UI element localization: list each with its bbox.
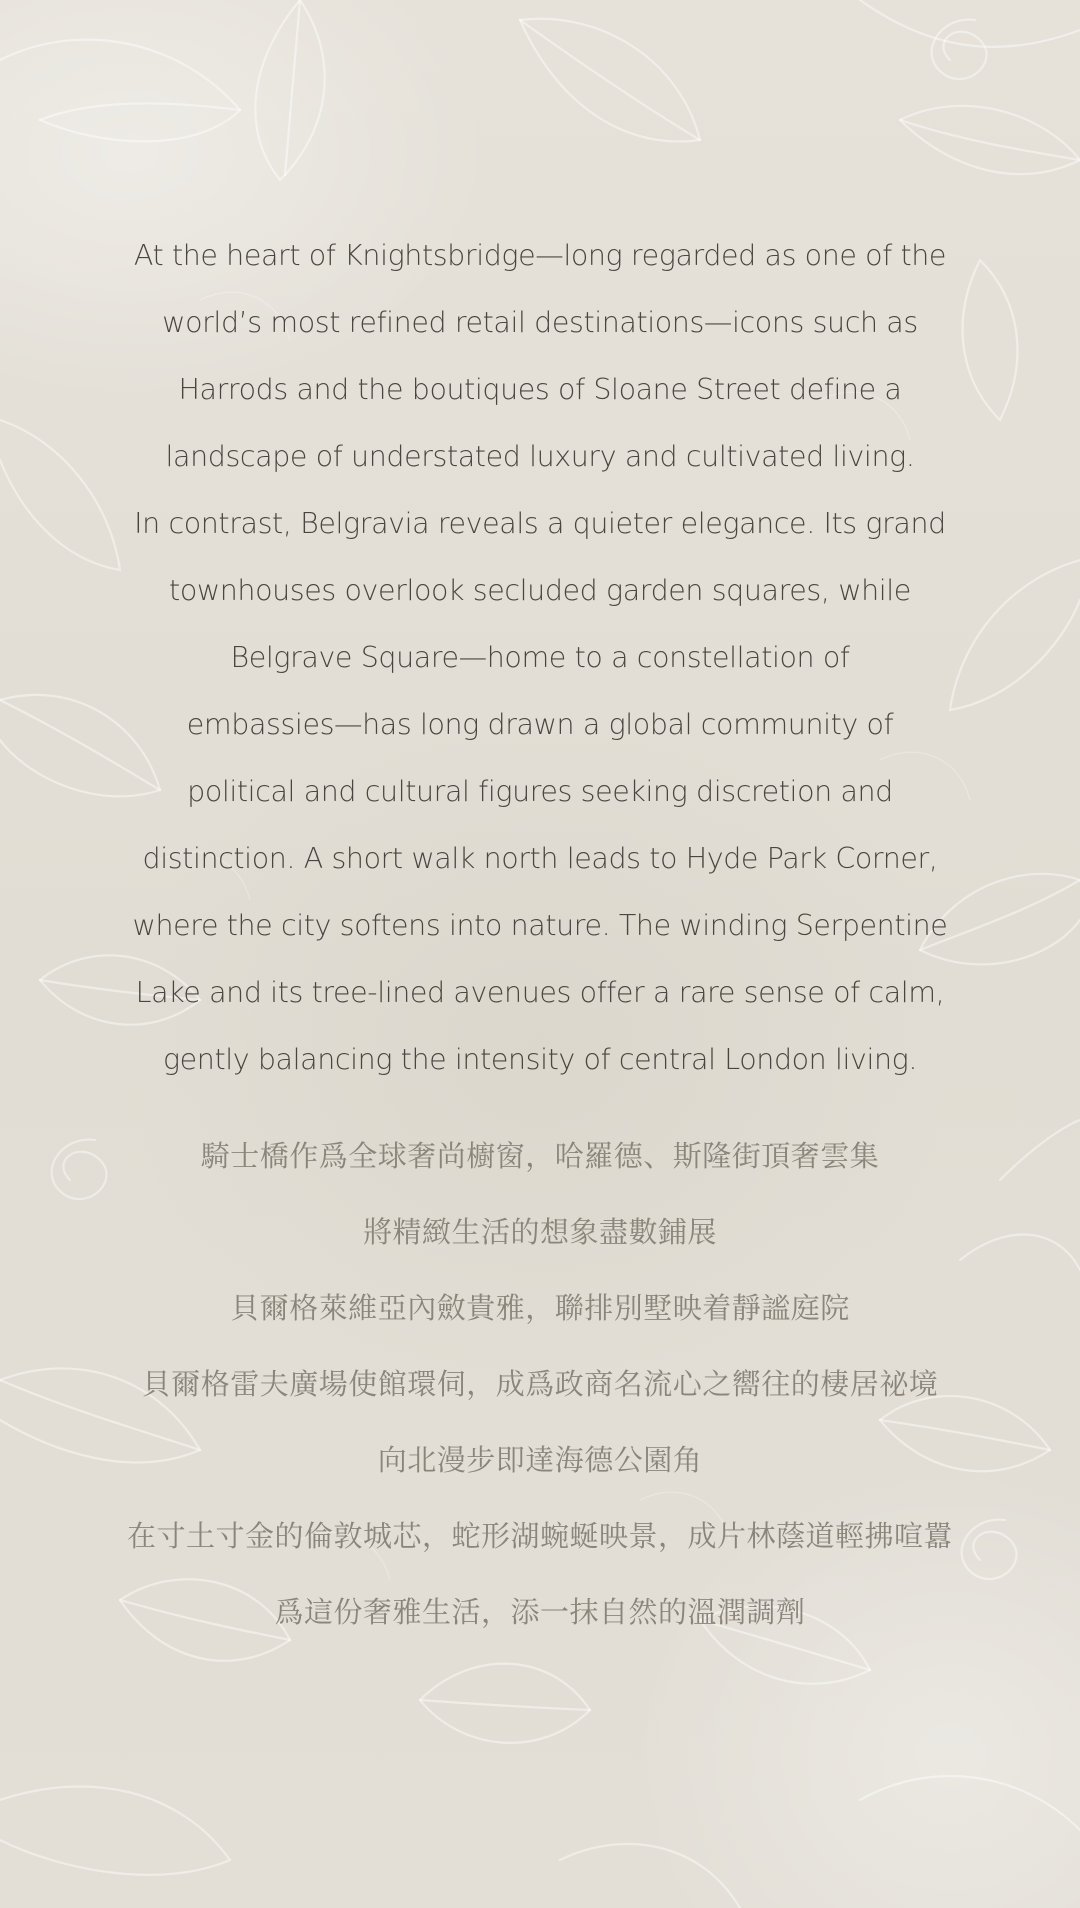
chinese-line: 貝爾格雷夫廣場使館環伺，成爲政商名流心之嚮往的棲居祕境 <box>141 1367 939 1401</box>
chinese-line: 在寸土寸金的倫敦城芯，蛇形湖蜿蜒映景，成片林蔭道輕拂喧囂 <box>126 1519 953 1553</box>
english-line: townhouses overlook secluded garden squares, while <box>169 574 911 607</box>
english-line: landscape of understated luxury and cultivated living. <box>165 440 915 473</box>
english-line: gently balancing the intensity of central London living. <box>162 1043 918 1076</box>
english-line: embassies—has long drawn a global community of <box>186 708 894 741</box>
english-line: Harrods and the boutiques of Sloane Street define a <box>178 373 902 406</box>
chinese-paragraph <box>90 1118 990 1650</box>
english-line: where the city softens into nature. The winding Serpentine <box>132 909 948 942</box>
chinese-line: 爲這份奢雅生活，添一抹自然的溫潤調劑 <box>274 1595 806 1629</box>
chinese-line: 向北漫步即達海德公園角 <box>377 1443 703 1477</box>
english-line: Belgrave Square—home to a constellation of <box>230 641 850 674</box>
chinese-line: 貝爾格萊維亞內斂貴雅，聯排別墅映着靜謐庭院 <box>230 1291 850 1325</box>
english-line: world’s most refined retail destinations—icons such as <box>162 306 918 339</box>
english-line: In contrast, Belgravia reveals a quieter elegance. Its grand <box>134 507 946 540</box>
english-paragraph <box>90 222 990 1093</box>
chinese-line: 騎士橋作爲全球奢尚櫥窗，哈羅德、斯隆街頂奢雲集 <box>200 1139 880 1173</box>
english-line: Lake and its tree-lined avenues offer a rare sense of calm, <box>135 976 945 1009</box>
english-line: distinction. A short walk north leads to Hyde Park Corner, <box>142 842 938 875</box>
english-line: political and cultural figures seeking discretion and <box>187 775 893 808</box>
english-line: At the heart of Knightsbridge—long regarded as one of the <box>133 239 947 272</box>
chinese-line: 將精緻生活的想象盡數鋪展 <box>362 1215 717 1249</box>
